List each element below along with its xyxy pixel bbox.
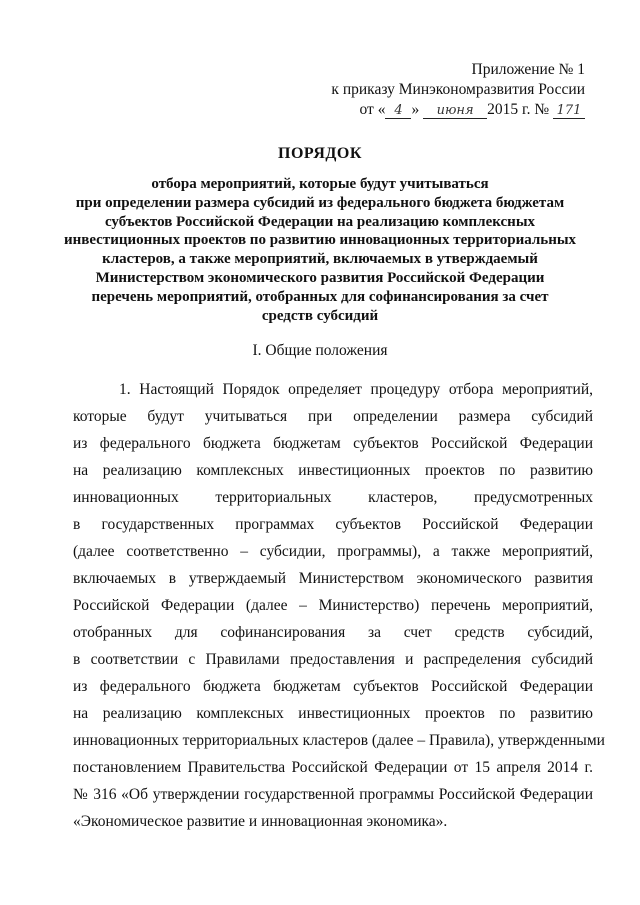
body-line: № 316 «Об утверждении государственной программы Российской Федерации bbox=[73, 786, 593, 803]
body-line: из федерального бюджета бюджетам субъектов Российской Федерации bbox=[73, 678, 593, 695]
subtitle-line: перечень мероприятий, отобранных для софинансирования за счет bbox=[91, 288, 549, 305]
body-line: 1. Настоящий Порядок определяет процедуру отбора мероприятий, bbox=[119, 381, 593, 398]
body-line: на реализацию комплексных инвестиционных проектов по развитию bbox=[73, 462, 593, 479]
appendix-date-line bbox=[331, 100, 585, 120]
body-line: включаемых в утверждаемый Министерством экономического развития bbox=[73, 570, 593, 587]
body-line: инновационных территориальных кластеров (далее – Правила), утвержденными bbox=[73, 732, 605, 749]
appendix-order-reference: к приказу Минэкономразвития России bbox=[331, 81, 585, 98]
body-line: «Экономическое развитие и инновационная экономика». bbox=[73, 813, 448, 830]
body-line: в государственных программах субъектов Российской Федерации bbox=[73, 516, 593, 533]
subtitle-line: отбора мероприятий, которые будут учитываться bbox=[151, 176, 489, 192]
date-quote-close: » bbox=[411, 101, 420, 118]
subtitle-line: Министерством экономического развития Российской Федерации bbox=[95, 269, 545, 286]
body-line: на реализацию комплексных инвестиционных проектов по развитию bbox=[73, 705, 593, 722]
body-line: Российской Федерации (далее – Министерство) перечень мероприятий, bbox=[73, 597, 593, 614]
subtitle-line: средств субсидий bbox=[261, 307, 379, 324]
body-line: отобранных для софинансирования за счет средств субсидий, bbox=[73, 624, 593, 641]
body-line: постановлением Правительства Российской Федерации от 15 апреля 2014 г. bbox=[73, 759, 593, 776]
subtitle-line: кластеров, а также мероприятий, включаемых в утверждаемый bbox=[102, 251, 538, 268]
subtitle-line: инвестиционных проектов по развитию инновационных территориальных bbox=[63, 232, 577, 249]
body-line: (далее соответственно – субсидии, программы), а также мероприятий, bbox=[73, 543, 593, 560]
handwritten-month: июня bbox=[423, 103, 487, 119]
appendix-header bbox=[331, 60, 585, 120]
handwritten-order-number: 171 bbox=[553, 103, 585, 119]
body-line: из федерального бюджета бюджетам субъектов Российской Федерации bbox=[73, 435, 593, 452]
date-year: 2015 г. № bbox=[487, 101, 550, 118]
document-title: ПОРЯДОК bbox=[278, 145, 362, 162]
body-line: в соответствии с Правилами предоставления и распределения субсидий bbox=[73, 651, 593, 668]
date-prefix: от « bbox=[359, 101, 386, 118]
appendix-number: Приложение № 1 bbox=[471, 61, 585, 78]
document-subtitle bbox=[58, 175, 582, 325]
subtitle-line: субъектов Российской Федерации на реализацию комплексных bbox=[104, 213, 536, 230]
body-line: инновационных территориальных кластеров, предусмотренных bbox=[73, 489, 593, 506]
section-heading: I. Общие положения bbox=[252, 342, 388, 359]
body-line: которые будут учитываться при определении размера субсидий bbox=[73, 408, 593, 425]
subtitle-line: при определении размера субсидий из федерального бюджета бюджетам bbox=[75, 194, 565, 211]
body-paragraph bbox=[73, 376, 605, 835]
handwritten-day: 4 bbox=[385, 103, 411, 119]
